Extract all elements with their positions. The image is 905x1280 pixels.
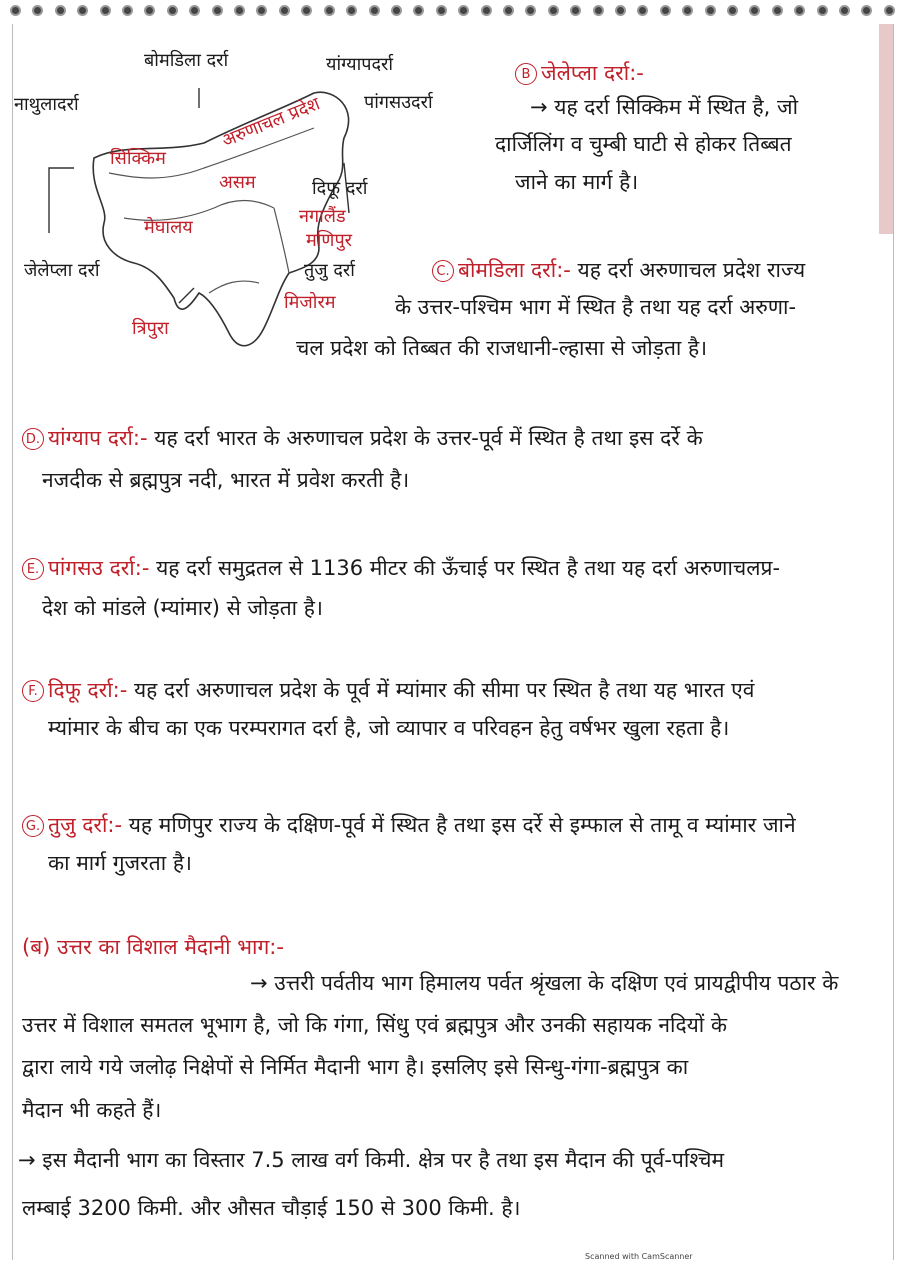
section-ba-line3: द्वारा लाये गये जलोढ़ निक्षेपों से निर्मित मैदानी भाग है। इसलिए इसे सिन्धु-गंगा-ब्रह्मपुत्र का xyxy=(22,1055,689,1079)
section-b-marker: B xyxy=(515,63,537,85)
section-e-line1 xyxy=(22,553,780,583)
map-label-jelepla: जेलेप्ला दर्रा xyxy=(24,260,100,281)
section-d-line1 xyxy=(22,423,703,453)
section-b-title: जेलेप्ला दर्रा:- xyxy=(541,61,644,85)
map-label-tuju: तुजु दर्रा xyxy=(304,260,355,281)
section-e-text1: यह दर्रा समुद्रतल से 1136 मीटर की ऊँचाई पर स्थित है तथा यह दर्रा अरुणाचलप्र- xyxy=(156,556,781,580)
map-label-diphu: दिफू दर्रा xyxy=(312,178,368,199)
section-c-heading xyxy=(432,255,805,285)
section-f-marker: F. xyxy=(22,680,44,702)
notebook-spiral xyxy=(10,0,895,20)
map-label-arunachal: अरुणाचल प्रदेश xyxy=(219,93,323,152)
section-ba-heading: (ब) उत्तर का विशाल मैदानी भाग:- xyxy=(22,935,284,959)
section-ba-line2: उत्तर में विशाल समतल भूभाग है, जो कि गंगा, सिंधु एवं ब्रह्मपुत्र और उनकी सहायक नदियों के xyxy=(22,1013,728,1037)
section-e-line2: देश को मांडले (म्यांमार) से जोड़ता है। xyxy=(42,596,323,620)
section-c-line2: के उत्तर-पश्चिम भाग में स्थित है तथा यह दर्रा अरुणा- xyxy=(395,295,797,319)
section-f-text1: यह दर्रा अरुणाचल प्रदेश के पूर्व में म्यांमार की सीमा पर स्थित है तथा यह भारत एवं xyxy=(133,678,755,702)
section-c-line3: चल प्रदेश को तिब्बत की राजधानी-ल्हासा से जोड़ता है। xyxy=(296,336,708,360)
section-g-text1: यह मणिपुर राज्य के दक्षिण-पूर्व में स्थित है तथा इस दर्रे से इम्फाल से तामू व म्यांमार जाने xyxy=(128,813,796,837)
section-g-line2: का मार्ग गुजरता है। xyxy=(48,851,192,875)
section-b-line3: जाने का मार्ग है। xyxy=(515,170,639,194)
map-label-nathula: नाथुलादर्रा xyxy=(14,94,79,115)
map-label-assam: असम xyxy=(219,172,256,193)
section-c-line1: यह दर्रा अरुणाचल प्रदेश राज्य xyxy=(577,258,806,282)
section-b-heading xyxy=(515,58,644,88)
section-d-marker: D. xyxy=(22,428,44,450)
section-f-line1 xyxy=(22,675,754,705)
section-b-line2: दार्जिलिंग व चुम्बी घाटी से होकर तिब्बत xyxy=(495,132,792,156)
map-label-sikkim: सिक्किम xyxy=(110,148,166,169)
section-d-line2: नजदीक से ब्रह्मपुत्र नदी, भारत में प्रवेश करती है। xyxy=(42,468,410,492)
section-e-title: पांगसउ दर्रा:- xyxy=(48,556,150,580)
section-f-title: दिफू दर्रा:- xyxy=(48,678,128,702)
section-d-text1: यह दर्रा भारत के अरुणाचल प्रदेश के उत्तर-पूर्व में स्थित है तथा इस दर्रे के xyxy=(154,426,703,450)
section-g-line1 xyxy=(22,810,796,840)
map-label-mizoram: मिजोरम xyxy=(284,292,336,313)
map-label-bomdila: बोमडिला दर्रा xyxy=(144,50,229,71)
section-ba-line5: → इस मैदानी भाग का विस्तार 7.5 लाख वर्ग किमी. क्षेत्र पर है तथा इस मैदान की पूर्व-पश्चिम xyxy=(18,1148,725,1172)
section-ba-line6: लम्बाई 3200 किमी. और औसत चौड़ाई 150 से 300 किमी. है। xyxy=(22,1196,521,1220)
section-b-line1: → यह दर्रा सिक्किम में स्थित है, जो xyxy=(530,95,799,119)
section-ba-line4: मैदान भी कहते हैं। xyxy=(22,1098,162,1122)
section-e-marker: E. xyxy=(22,558,44,580)
map-label-pangsau: पांगसउदर्रा xyxy=(364,92,433,113)
section-ba-line1: → उत्तरी पर्वतीय भाग हिमालय पर्वत श्रृंखला के दक्षिण एवं प्रायद्वीपीय पठार के xyxy=(250,971,839,995)
camscanner-watermark: Scanned with CamScanner xyxy=(585,1252,693,1261)
margin-stripe xyxy=(879,24,893,234)
map-label-tripura: त्रिपुरा xyxy=(132,318,169,339)
section-c-marker: C. xyxy=(432,260,454,282)
map-label-meghalaya: मेघालय xyxy=(144,217,193,238)
section-c-title: बोमडिला दर्रा:- xyxy=(458,258,571,282)
map-label-nagaland: नगालैंड xyxy=(299,206,346,227)
section-d-title: यांग्याप दर्रा:- xyxy=(48,426,148,450)
map-label-manipur: मणिपुर xyxy=(306,230,353,251)
section-g-title: तुजु दर्रा:- xyxy=(48,813,123,837)
map-label-yangyap: यांग्यापदर्रा xyxy=(326,54,394,75)
section-g-marker: G. xyxy=(22,815,44,837)
section-f-line2: म्यांमार के बीच का एक परम्परागत दर्रा है, जो व्यापार व परिवहन हेतु वर्षभर खुला रहता है। xyxy=(48,716,730,740)
